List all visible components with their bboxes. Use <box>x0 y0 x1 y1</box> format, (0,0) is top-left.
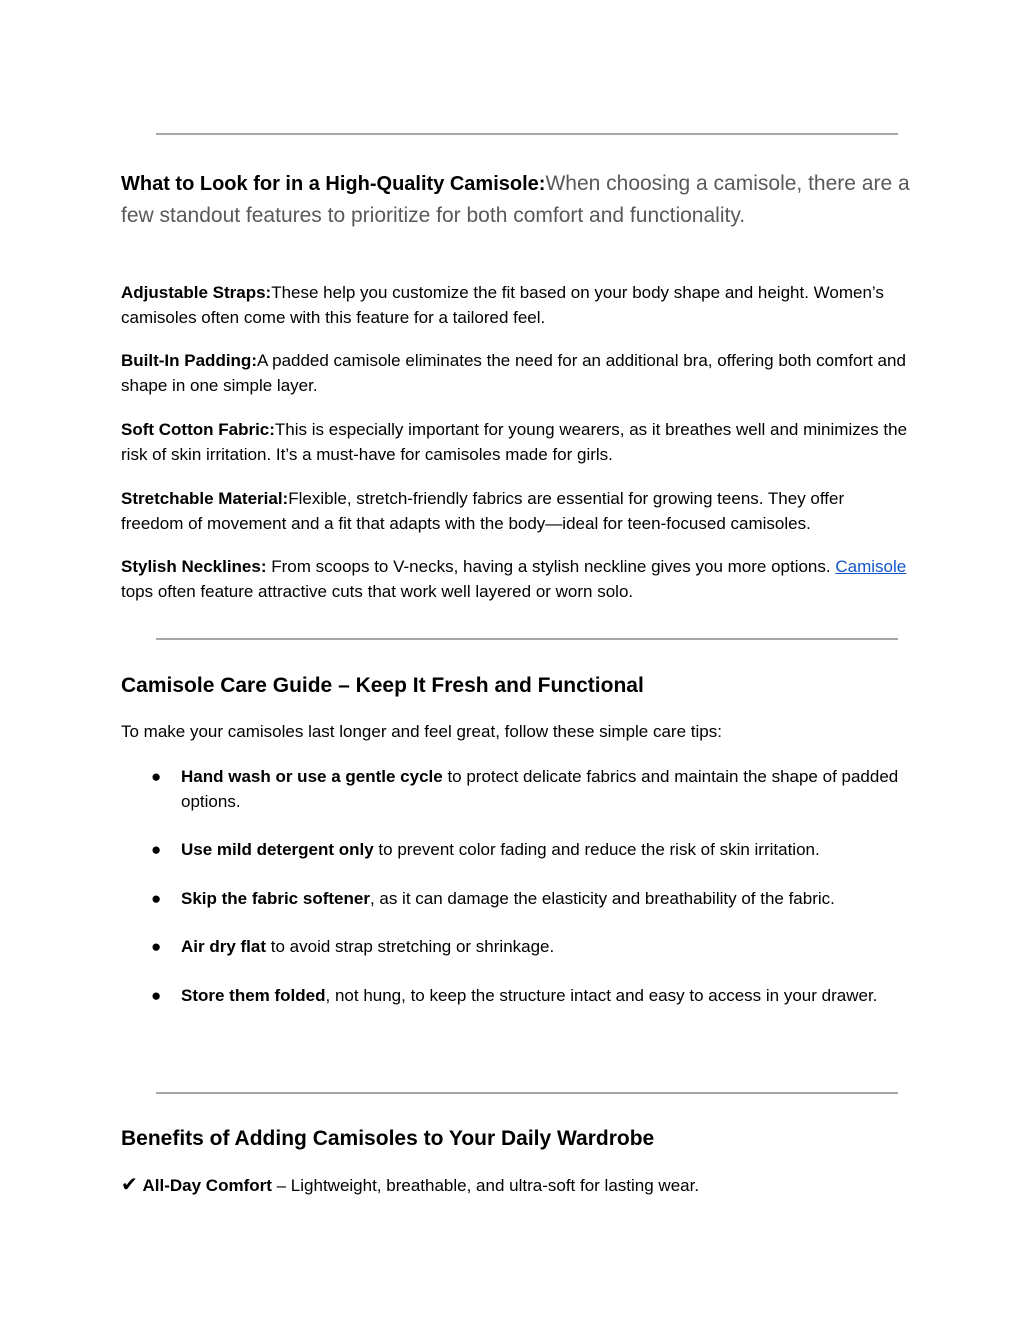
care-intro: To make your camisoles last longer and feel great, follow these simple care tips: <box>121 722 722 741</box>
intro-text: When choosing a camisole, there are a few standout features to prioritize for both comfort and functionality. <box>121 172 910 227</box>
benefits-heading: Benefits of Adding Camisoles to Your Daily Wardrobe <box>121 1127 655 1150</box>
intro-paragraph <box>121 168 911 231</box>
benefit-text: – Lightweight, breathable, and ultra-soft for lasting wear. <box>271 1176 700 1195</box>
divider <box>156 1092 898 1094</box>
bullet: ● <box>151 937 162 956</box>
list-item <box>121 765 911 814</box>
bullet: ● <box>151 840 162 859</box>
divider <box>156 133 898 135</box>
feature-soft-cotton <box>121 418 911 467</box>
intro-heading: What to Look for in a High-Quality Camisole: <box>121 173 546 195</box>
checkmark-icon: ✔ <box>121 1174 138 1196</box>
feature-label: Adjustable Straps: <box>121 283 272 302</box>
feature-text: A padded camisole eliminates the need for an additional bra, offering both comfort and shape in one simple layer. <box>121 351 906 395</box>
feature-text: These help you customize the fit based on your body shape and height. Women’s camisoles often come with this feature for a tailored feel. <box>121 283 884 327</box>
item-bold: Hand wash or use a gentle cycle <box>181 767 443 786</box>
feature-label: Soft Cotton Fabric: <box>121 420 275 439</box>
bullet: ● <box>151 889 162 908</box>
feature-adjustable-straps <box>121 281 911 330</box>
benefit-item <box>121 1173 911 1199</box>
item-bold: Use mild detergent only <box>181 840 374 859</box>
item-bold: Store them folded <box>181 986 326 1005</box>
feature-stretchable <box>121 487 911 536</box>
bullet: ● <box>151 986 162 1005</box>
feature-text-after: tops often feature attractive cuts that work well layered or worn solo. <box>121 581 634 601</box>
item-bold: Air dry flat <box>181 937 267 956</box>
feature-necklines <box>121 555 911 604</box>
feature-text: From scoops to V-necks, having a stylish neckline gives you more options. <box>266 557 836 576</box>
item-text: , as it can damage the elasticity and breathability of the fabric. <box>369 889 835 908</box>
feature-text: Flexible, stretch-friendly fabrics are essential for growing teens. They offer freedom of movement and a fit that adapts with the body—ideal for teen-focused camisoles. <box>121 489 845 533</box>
feature-text: This is especially important for young wearers, as it breathes well and minimizes the risk of skin irritation. It’s a must-have for camisoles made for girls. <box>121 420 908 464</box>
item-text: to prevent color fading and reduce the risk of skin irritation. <box>373 840 820 859</box>
list-item <box>121 984 911 1009</box>
item-text: to protect delicate fabrics and maintain the shape of padded options. <box>181 767 899 811</box>
list-item <box>121 935 911 960</box>
benefit-bold: All-Day Comfort <box>142 1176 272 1195</box>
care-heading: Camisole Care Guide – Keep It Fresh and Functional <box>121 674 644 697</box>
feature-label: Stylish Necklines: <box>121 557 267 576</box>
list-item <box>121 887 911 912</box>
feature-label: Stretchable Material: <box>121 489 289 508</box>
camisole-link[interactable]: Camisole <box>835 557 907 576</box>
feature-label: Built-In Padding: <box>121 351 257 370</box>
divider <box>156 638 898 640</box>
item-text: , not hung, to keep the structure intact and easy to access in your drawer. <box>325 986 878 1005</box>
item-bold: Skip the fabric softener <box>181 889 370 908</box>
list-item <box>121 838 911 863</box>
feature-built-in-padding <box>121 349 911 398</box>
bullet: ● <box>151 767 162 786</box>
item-text: to avoid strap stretching or shrinkage. <box>266 937 555 956</box>
